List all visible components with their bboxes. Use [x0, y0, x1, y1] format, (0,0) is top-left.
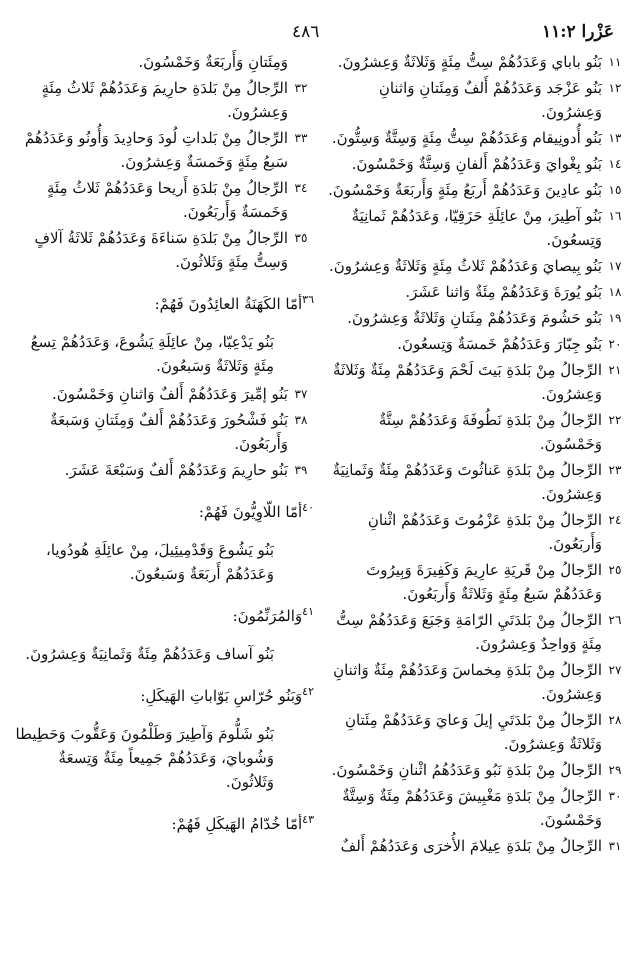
verse: [318, 608, 628, 656]
verse-text: بَنُو باباي وَعَدَدُهُمْ سِتُّ مِئَةٍ وَثَلاثَةٌ وَعِشرُونَ.: [337, 53, 602, 71]
verse-text: بَنُو يُورَةَ وَعَدَدُهُمْ مِئَةٌ وَاثنا عَشَرَ.: [405, 283, 602, 301]
verse-number: ١٤: [608, 157, 622, 171]
verse-text: الرِّجالُ مِنْ بَلدَةِ عَزْمُوتَ وَعَدَدُهُمْ اثْنانِ وَأَربَعُونَ.: [367, 511, 602, 553]
section-heading-singers: [12, 600, 314, 628]
section-heading-levites: [12, 496, 314, 524]
verse-text: بَنُو جِبّارَ وَعَدَدُهُمْ خَمسَةٌ وَتِسعُونَ.: [397, 335, 602, 353]
verse-number: ٤٣: [302, 813, 314, 826]
verse: [318, 358, 628, 406]
book-chapter-header: عَزْرا ١١:٢: [541, 22, 614, 42]
verse: [318, 178, 628, 202]
verse-number: ٣٩: [294, 463, 308, 477]
heading-text: أمّا خُدّامُ الهَيكَلِ فَهُمْ:: [171, 815, 303, 833]
verse: [12, 408, 314, 456]
verse: [318, 254, 628, 278]
verse-number: ٢٥: [608, 563, 622, 577]
verse-number: ٣٠: [608, 789, 622, 803]
verse-text: بَنُو آطِيرَ، مِنْ عائِلَةِ حَزَقِيّا، وَعَدَدُهُمْ ثَمانِيَةٌ وَتِسعُونَ.: [351, 207, 602, 249]
verse-number: ٢٠: [608, 337, 622, 351]
verse-text: الرِّجالُ مِنْ بَلدَةِ بَيتَ لَحْمَ وَعَدَدُهُمْ مِئَةٌ وَثَلاثَةٌ وَعِشرُونَ.: [333, 361, 602, 403]
verse: [12, 226, 314, 274]
verse-text: الرِّجالُ مِنْ بَلدَةِ سَناءَةَ وَعَدَدُهُمْ ثَلاثَةُ آلافٍ وَسِتُّ مِئَةٍ وَثَلاثُونَ.: [34, 229, 288, 271]
left-verses: [12, 76, 314, 274]
verse-number: ٤٢: [302, 685, 314, 698]
verse: [12, 458, 314, 482]
verse-number: ١٢: [608, 81, 622, 95]
verse: [12, 126, 314, 174]
verse-number: ٢٤: [608, 513, 622, 527]
verse-number: ١٥: [608, 183, 622, 197]
verse-text: بَنُو بِغْوايَ وَعَدَدُهُمْ أَلفانِ وَسِتَّةٌ وَخَمْسُونَ.: [351, 155, 602, 173]
verse-text: الرِّجالُ مِنْ بَلدَةِ حارِيمَ وَعَدَدُهُمْ ثَلاثُ مِئَةٍ وَعِشرُونَ.: [41, 79, 288, 121]
verse: [318, 784, 628, 832]
verse-text: بَنُو فَشْحُورَ وَعَدَدُهُمْ أَلفٌ وَمِئَتانِ وَسَبعَةٌ وَأَربَعُونَ.: [50, 411, 288, 453]
heading-text: وَالمُرَنِّمُونَ:: [232, 607, 303, 625]
verse-text: الرِّجالُ مِنْ بَلدَةِ نَبُو وَعَدَدُهُمُ اثْنانِ وَخَمْسُونَ.: [331, 761, 602, 779]
verse-number: ١٣: [608, 131, 622, 145]
verse-number: ١٦: [608, 209, 622, 223]
verse: [318, 834, 628, 858]
verse: [12, 176, 314, 224]
verse-text: الرِّجالُ مِنْ بَلدَةِ مَغْبِيشَ وَعَدَدُهُمْ مِئَةٌ وَسِتَّةٌ وَخَمْسُونَ.: [342, 787, 602, 829]
verse: [318, 76, 628, 124]
right-column: [318, 50, 628, 860]
verse-text: بَنُو شَلُّومَ وَآطِيرَ وَطَلْمُونَ وَعَقُّوبَ وَحَطِيطا وَشُوبايَ، وَعَدَدُهُمْ جَمِيعاً مِئَةٌ وَتِسعَةٌ وَثَلاثُونَ.: [15, 725, 274, 791]
verse-number: ٣٤: [294, 181, 308, 195]
verse-text: الرِّجالُ مِنْ بَلدَتَيِ الرّامَةِ وَجَبَعَ وَعَدَدُهُمْ سِتُّ مِئَةٍ وَواحِدٌ وَعِشرُونَ.: [336, 611, 602, 653]
verse-text: الرِّجالُ مِنْ بَلدَتَيِ إيلَ وَعايَ وَعَدَدُهُمْ مِئَتانِ وَثَلاثَةٌ وَعِشرُونَ.: [344, 711, 602, 753]
verse-number: ٣٧: [294, 387, 308, 401]
verse-number: ١٨: [608, 285, 622, 299]
verse-number: ١١: [608, 55, 622, 69]
verse-text: الرِّجالُ مِنْ بَلداتِ لُودَ وَحادِيدَ وَأُونُو وَعَدَدُهُمْ سَبعُ مِئَةٍ وَخَمسَةٌ وَعِشرُونَ.: [24, 129, 288, 171]
verse-text: الرِّجالُ مِنْ بَلدَةِ نَطُوفَةَ وَعَدَدُهُمْ سِتَّةٌ وَخَمْسُونَ.: [378, 411, 602, 453]
verse-text: بَنُو بِيصايَ وَعَدَدُهُمْ ثَلاثُ مِئَةٍ وَثَلاثَةٌ وَعِشرُونَ.: [328, 257, 602, 275]
verse-text: بَنُو عَزْجَد وَعَدَدُهُمْ أَلفٌ وَمِئَتانِ وَاثنانِ وَعِشرُونَ.: [378, 79, 602, 121]
verse-text: الرِّجالُ مِنْ بَلدَةِ مِخماسَ وَعَدَدُهُمْ مِئَةٌ وَاثنانِ وَعِشرُونَ.: [333, 661, 602, 703]
verse-number: ٢٢: [608, 413, 622, 427]
verse: [318, 306, 628, 330]
verse: [318, 708, 628, 756]
verse-continuation: وَمِئَتانِ وَأَربَعَةٌ وَخَمْسُونَ.: [138, 53, 288, 71]
verse-number: ١٧: [608, 259, 622, 273]
page-number: ٤٨٦: [292, 22, 320, 42]
verse: [318, 758, 628, 782]
verse-number: ٣٢: [294, 81, 308, 95]
verse-text: بَنُو إمِّيرَ وَعَدَدُهُمْ أَلفٌ وَاثنانِ وَخَمْسُونَ.: [51, 385, 288, 403]
verse-text: بَنُو حَشُومَ وَعَدَدُهُمْ مِئَتانِ وَثَلاثَةٌ وَعِشرُونَ.: [347, 309, 602, 327]
verse: [318, 152, 628, 176]
section-heading-priests: [12, 288, 314, 316]
heading-text: أمّا الكَهَنَةُ العائِدُونَ فَهُمْ:: [154, 295, 303, 313]
verse-number: ٢٦: [608, 613, 622, 627]
verse: [318, 658, 628, 706]
verse-number: ٣٥: [294, 231, 308, 245]
verse-text: بَنُو آساف وَعَدَدُهُمْ مِئَةٌ وَثَمانِيَةٌ وَعِشرُونَ.: [25, 645, 274, 663]
verse: [318, 332, 628, 356]
verse: [12, 76, 314, 124]
verse-text: بَنُو عادِينَ وَعَدَدُهُمْ أَربَعُ مِئَةٍ وَأَربَعَةٌ وَخَمْسُونَ.: [328, 181, 602, 199]
verse: [318, 126, 628, 150]
verse-number: ٢٣: [608, 463, 622, 477]
left-column: [12, 50, 314, 850]
verse: [318, 558, 628, 606]
section-heading-gatekeepers: [12, 680, 314, 708]
verse: [318, 458, 628, 506]
verse-number: ٢٩: [608, 763, 622, 777]
verse: [318, 50, 628, 74]
verse-text: بَنُو يَدْعِيّا، مِنْ عائِلَةِ يَشُوعَ، وَعَدَدُهُمْ تِسعُ مِئَةٍ وَثَلاثَةٌ وَسَبعُونَ.: [30, 333, 274, 375]
verse-number: ٢٧: [608, 663, 622, 677]
verse-text: الرِّجالُ مِنْ بَلدَةِ عِيلامَ الأُخرَى وَعَدَدُهُمْ أَلفٌ: [340, 837, 602, 855]
verse-number: ٢١: [608, 363, 622, 377]
heading-text: وَبَنُو حُرّاسِ بَوّاباتِ الهَيكَلِ:: [140, 687, 303, 705]
verse-number: ٤٠: [302, 501, 314, 514]
verse-text: بَنُو أُدونِيقام وَعَدَدُهُمْ سِتُّ مِئَةٍ وَسِتَّةٌ وَسِتُّونَ.: [331, 129, 602, 147]
verse-number: ٣١: [608, 839, 622, 853]
priest-verses: [12, 382, 314, 482]
section-heading-servants: [12, 808, 314, 836]
verse: [12, 382, 314, 406]
verse-number: ٤١: [302, 605, 314, 618]
verse-text: الرِّجالُ مِنْ بَلدَةِ أَريحا وَعَدَدُهُمْ ثَلاثُ مِئَةٍ وَخَمسَةٌ وَأَربَعُونَ.: [46, 179, 288, 221]
verse-text: بَنُو حارِيمَ وَعَدَدُهُمْ أَلفٌ وَسَبْعَةَ عَشَرَ.: [64, 461, 288, 479]
verse: [318, 408, 628, 456]
verse-number: ٣٦: [302, 293, 314, 306]
verse-number: ١٩: [608, 311, 622, 325]
verse-text: الرِّجالُ مِنْ قَريَةِ عارِيمَ وَكَفِيرَةَ وَبِيرُوتَ وَعَدَدُهُمْ سَبعُ مِئَةٍ وَثَلاثَةٌ وَأَربَعُونَ.: [366, 561, 602, 603]
verse-number: ٣٣: [294, 131, 308, 145]
verse-text: الرِّجالُ مِنْ بَلدَةِ عَناثُوتَ وَعَدَدُهُمْ مِئَةٌ وَثَمانِيَةٌ وَعِشرُونَ.: [332, 461, 602, 503]
heading-text: أمّا اللّاوِيُّونَ فَهُمْ:: [198, 503, 303, 521]
verse: [318, 280, 628, 304]
verse-number: ٣٨: [294, 413, 308, 427]
verse: [318, 508, 628, 556]
verse-number: ٢٨: [608, 713, 622, 727]
verse: [318, 204, 628, 252]
verse-text: بَنُو يَشُوعَ وَقَدْمِيئِيلَ، مِنْ عائِلَةِ هُودُويا، وَعَدَدُهُمْ أَربَعَةٌ وَسَبعُونَ.: [46, 541, 274, 583]
